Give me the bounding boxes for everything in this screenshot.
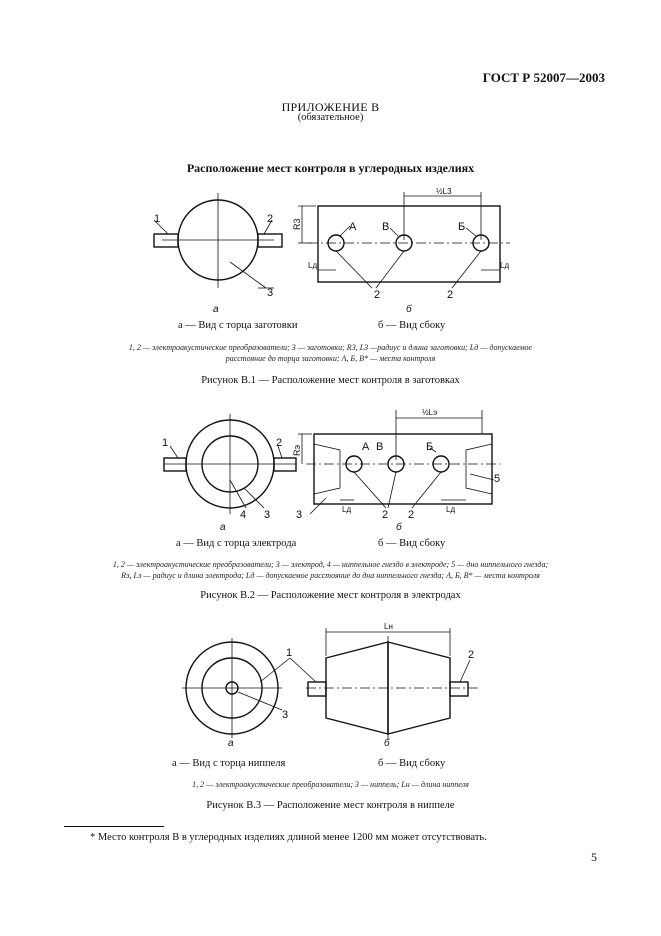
fig3-transducer-1 xyxy=(308,682,326,696)
fig3-label-2: 2 xyxy=(468,649,475,661)
fig1-label-1: 1 xyxy=(154,213,161,225)
fig2-letter-b: Б xyxy=(426,441,434,453)
standard-header: ГОСТ Р 52007—2003 xyxy=(482,70,605,85)
fig1-caption-a: а — Вид с торца заготовки xyxy=(178,320,298,331)
footnote-divider xyxy=(64,826,164,827)
fig3-caption-a: а — Вид с торца ниппеля xyxy=(172,758,286,769)
fig3-label-length: Lн xyxy=(384,622,393,631)
page-number: 5 xyxy=(591,850,597,864)
fig2-label-2c: 2 xyxy=(408,509,415,521)
fig2-sublabel-b: б xyxy=(396,522,402,533)
fig1-label-2c: 2 xyxy=(447,289,454,301)
fig1-letter-a: А xyxy=(349,221,357,233)
fig1-label-radius: R3 xyxy=(292,218,302,230)
fig2-sublabel-a: а xyxy=(220,522,226,533)
fig1-label-3: 3 xyxy=(267,287,274,299)
fig1-label-2b: 2 xyxy=(374,289,381,301)
fig1-caption-b: б — Вид сбоку xyxy=(378,320,446,331)
appendix-subtitle: (обязательное) xyxy=(297,112,364,123)
fig2-transducer-1 xyxy=(164,458,186,471)
appendix-title: ПРИЛОЖЕНИЕ В xyxy=(281,100,380,114)
fig3-label-1: 1 xyxy=(286,647,293,659)
fig2-label-3b: 3 xyxy=(296,509,303,521)
fig3-sublabel-b: б xyxy=(384,738,390,748)
fig1-title: Рисунок В.1 — Расположение мест контроля в заготовках xyxy=(201,375,460,386)
fig3-label-3: 3 xyxy=(282,709,289,721)
fig2-label-4: 4 xyxy=(240,509,247,521)
fig2-caption-b: б — Вид сбоку xyxy=(378,538,446,549)
footnote: * Место контроля В в углеродных изделиях длиной менее 1200 мм может отсутствовать. xyxy=(90,832,487,843)
fig1-label-2: 2 xyxy=(267,213,274,225)
fig2-label-radius: Rэ xyxy=(292,444,302,456)
fig2-label-half-length: ½Lэ xyxy=(422,408,438,417)
fig3-legend-1: 1, 2 — электроакустические преобразователи; 3 — ниппель; Lн — длина ниппеля xyxy=(192,780,469,789)
fig2-letter-v: В xyxy=(376,441,384,453)
transducer-2 xyxy=(258,234,282,247)
fig1-legend-2: расстояние до торца заготовки; А, Б, В* — места контроля xyxy=(225,354,436,363)
fig1-label-half-length: ½L3 xyxy=(436,188,452,196)
fig2-letter-a: А xyxy=(362,441,370,453)
fig1-sublabel-a: а xyxy=(213,304,219,315)
fig2-label-3: 3 xyxy=(264,509,271,521)
fig1-letter-v: В xyxy=(382,221,390,233)
section-title: Расположение мест контроля в углеродных изделиях xyxy=(186,161,475,175)
fig2-caption-a: а — Вид с торца электрода xyxy=(176,538,297,549)
fig1-legend-1: 1, 2 — электроакустические преобразователи; 3 — заготовки; R3, L3 —радиус и длина заготовки; Lд — допускаемое xyxy=(128,343,533,352)
fig2-label-ld-left: Lд xyxy=(342,505,352,514)
fig2-label-5: 5 xyxy=(494,473,501,485)
figure-3-drawing xyxy=(180,618,500,748)
fig2-legend-1: 1, 2 — электроакустические преобразователи; 3 — электрод, 4 — ниппельное гнездо в электроде; 5 — дно ниппельного гнезда; xyxy=(112,560,549,569)
fig2-label-1: 1 xyxy=(162,437,169,449)
fig3-transducer-2 xyxy=(450,682,468,696)
fig1-label-ld-right: Lд xyxy=(500,261,510,270)
fig3-caption-b: б — Вид сбоку xyxy=(378,758,446,769)
fig1-sublabel-b: б xyxy=(406,304,412,315)
fig2-title: Рисунок В.2 — Расположение мест контроля в электродах xyxy=(200,590,461,601)
fig2-label-2b: 2 xyxy=(382,509,389,521)
fig2-label-2: 2 xyxy=(276,437,283,449)
fig3-title: Рисунок В.3 — Расположение мест контроля в ниппеле xyxy=(206,800,455,811)
fig2-transducer-2 xyxy=(274,458,296,471)
fig2-legend-2: Rэ, Lэ — радиус и длина электрода; Lд — допускаемое расстояние до дна ниппельного гнезда; А, Б, В* — места контроля xyxy=(121,571,540,580)
fig2-label-ld-right: Lд xyxy=(446,505,456,514)
fig3-sublabel-a: а xyxy=(228,738,234,748)
fig1-label-ld-left: Lд xyxy=(308,261,318,270)
figure-2-drawing xyxy=(150,404,520,534)
transducer-1 xyxy=(154,234,178,247)
figure-1-drawing xyxy=(140,188,520,318)
fig1-letter-b: Б xyxy=(458,221,466,233)
